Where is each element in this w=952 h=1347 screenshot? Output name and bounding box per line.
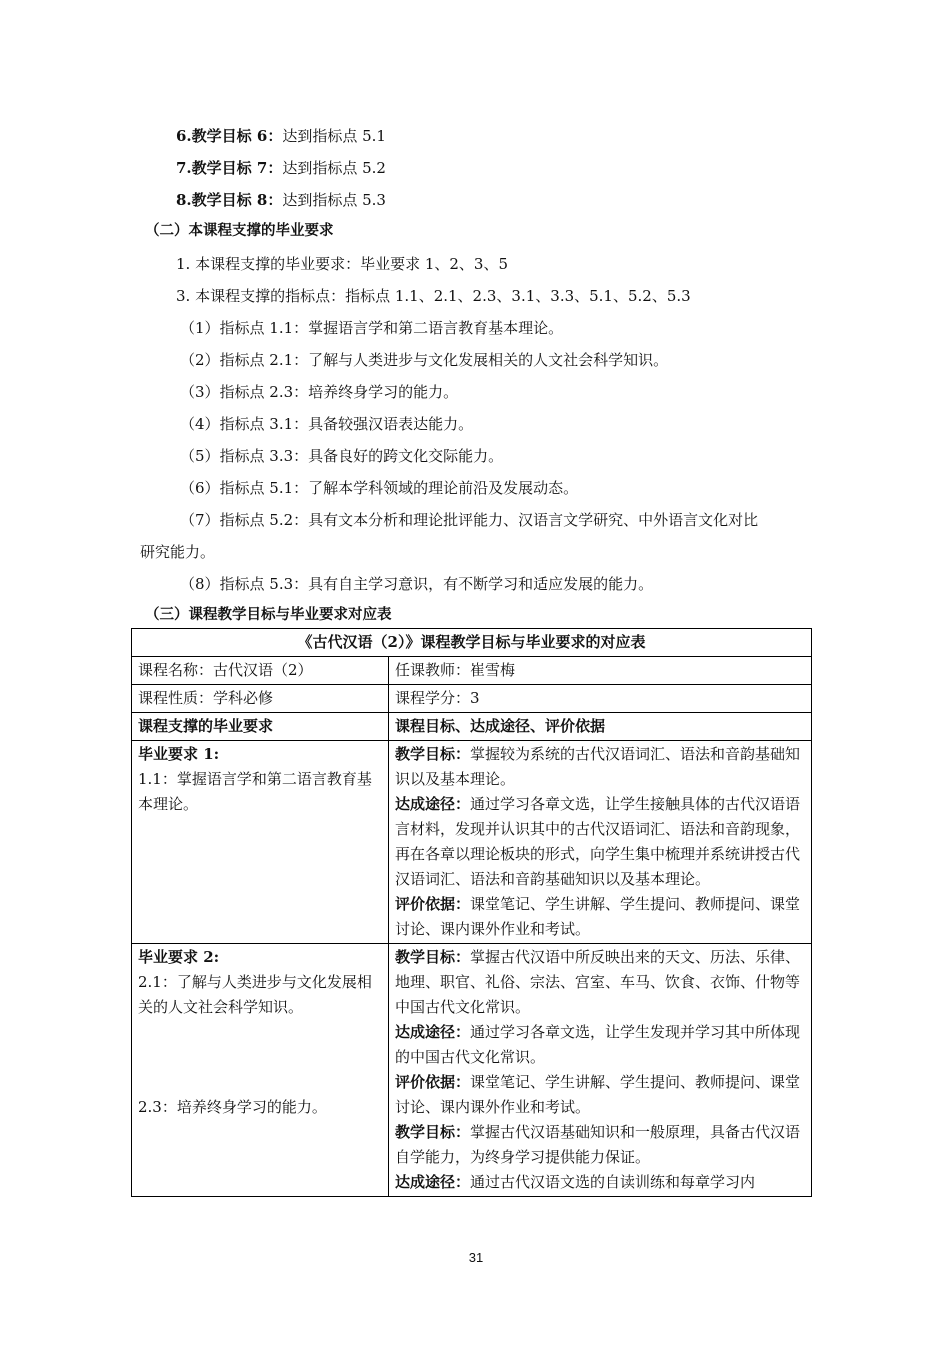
path-text: 通过学习各章文选，让学生接触具体的古代汉语语言材料，发现并认识其中的古代汉语词汇、语法和音韵现象，再在各章以理论板块的形式，向学生集中梳理并系统讲授古代汉语词汇、语法和音韵基础知识以及基本理论。 — [395, 795, 801, 888]
path-text: 通过学习各章文选，让学生发现并学习其中所体现的中国古代文化常识。 — [395, 1023, 801, 1066]
requirement-2-title: 毕业要求 2: — [138, 948, 220, 966]
goal-7 — [176, 158, 386, 178]
indicator-5: （5）指标点 3.3：具备良好的跨文化交际能力。 — [180, 447, 504, 465]
goal-label: 教学目标： — [395, 948, 471, 966]
eval-text: 课堂笔记、学生讲解、学生提问、教师提问、课堂讨论、课内课外作业和考试。 — [395, 1073, 801, 1116]
goal-label: 教学目标： — [395, 745, 471, 763]
requirement-1-text: 1.1：掌握语言学和第二语言教育基本理论。 — [138, 770, 372, 813]
page-number: 31 — [468, 1250, 484, 1265]
goal-7-text: 达到指标点 5.2 — [282, 159, 386, 177]
goal-6-text: 达到指标点 5.1 — [282, 127, 386, 145]
table-title: 《古代汉语（2）》课程教学目标与毕业要求的对应表 — [132, 629, 812, 657]
goal-label: 教学目标： — [395, 1123, 471, 1141]
requirement-2-cell — [132, 944, 389, 1197]
goal-2-cell — [389, 944, 812, 1197]
goal-text: 掌握古代汉语基础知识和一般原理，具备古代汉语自学能力，为终身学习提供能力保证。 — [395, 1123, 801, 1166]
goal-8-label: 8.教学目标 8： — [176, 191, 283, 209]
course-name: 课程名称：古代汉语（2） — [132, 657, 389, 685]
path-text: 通过古代汉语文选的自读训练和每章学习内 — [470, 1173, 756, 1191]
requirement-line-3: 3. 本课程支撑的指标点：指标点 1.1、2.1、2.3、3.1、3.3、5.1、5.2、5.3 — [176, 287, 691, 305]
course-credits: 课程学分：3 — [389, 685, 812, 713]
eval-label: 评价依据： — [395, 895, 471, 913]
goal-8-text: 达到指标点 5.3 — [282, 191, 386, 209]
course-nature: 课程性质：学科必修 — [132, 685, 389, 713]
section-3-heading: （三）课程教学目标与毕业要求对应表 — [145, 606, 392, 623]
indicator-8: （8）指标点 5.3：具有自主学习意识，有不断学习和适应发展的能力。 — [180, 575, 654, 593]
goal-8 — [176, 190, 386, 210]
requirement-1-cell — [132, 741, 389, 944]
indicator-7: （7）指标点 5.2：具有文本分析和理论批评能力、汉语言文学研究、中外语言文化对比 — [180, 511, 759, 529]
course-teacher: 任课教师：崔雪梅 — [389, 657, 812, 685]
indicator-6: （6）指标点 5.1：了解本学科领域的理论前沿及发展动态。 — [180, 479, 579, 497]
header-requirements: 课程支撑的毕业要求 — [132, 713, 389, 741]
requirement-2-text-1: 2.1：了解与人类进步与文化发展相关的人文社会科学知识。 — [138, 973, 372, 1016]
indicator-1: （1）指标点 1.1：掌握语言学和第二语言教育基本理论。 — [180, 319, 564, 337]
table-row — [132, 944, 812, 1197]
indicator-2: （2）指标点 2.1：了解与人类进步与文化发展相关的人文社会科学知识。 — [180, 351, 669, 369]
table-row — [132, 741, 812, 944]
goal-text: 掌握较为系统的古代汉语词汇、语法和音韵基础知识以及基本理论。 — [395, 745, 801, 788]
indicator-4: （4）指标点 3.1：具备较强汉语表达能力。 — [180, 415, 474, 433]
indicator-3: （3）指标点 2.3：培养终身学习的能力。 — [180, 383, 459, 401]
eval-text: 课堂笔记、学生讲解、学生提问、教师提问、课堂讨论、课内课外作业和考试。 — [395, 895, 801, 938]
requirement-1-title: 毕业要求 1: — [138, 745, 220, 763]
eval-label: 评价依据： — [395, 1073, 471, 1091]
indicator-7-cont: 研究能力。 — [140, 543, 216, 561]
requirement-2-text-2: 2.3：培养终身学习的能力。 — [138, 1098, 327, 1116]
path-label: 达成途径： — [395, 1173, 471, 1191]
path-label: 达成途径： — [395, 795, 471, 813]
path-label: 达成途径： — [395, 1023, 471, 1041]
mapping-table — [131, 628, 812, 1197]
goal-7-label: 7.教学目标 7： — [176, 159, 283, 177]
header-goals: 课程目标、达成途径、评价依据 — [389, 713, 812, 741]
section-2-heading: （二）本课程支撑的毕业要求 — [145, 222, 334, 239]
goal-6-label: 6.教学目标 6： — [176, 127, 283, 145]
goal-text: 掌握古代汉语中所反映出来的天文、历法、乐律、地理、职官、礼俗、宗法、宫室、车马、饮食、衣饰、什物等中国古代文化常识。 — [395, 948, 801, 1016]
goal-1-cell — [389, 741, 812, 944]
goal-6 — [176, 126, 386, 146]
requirement-line-1: 1. 本课程支撑的毕业要求：毕业要求 1、2、3、5 — [176, 255, 509, 273]
